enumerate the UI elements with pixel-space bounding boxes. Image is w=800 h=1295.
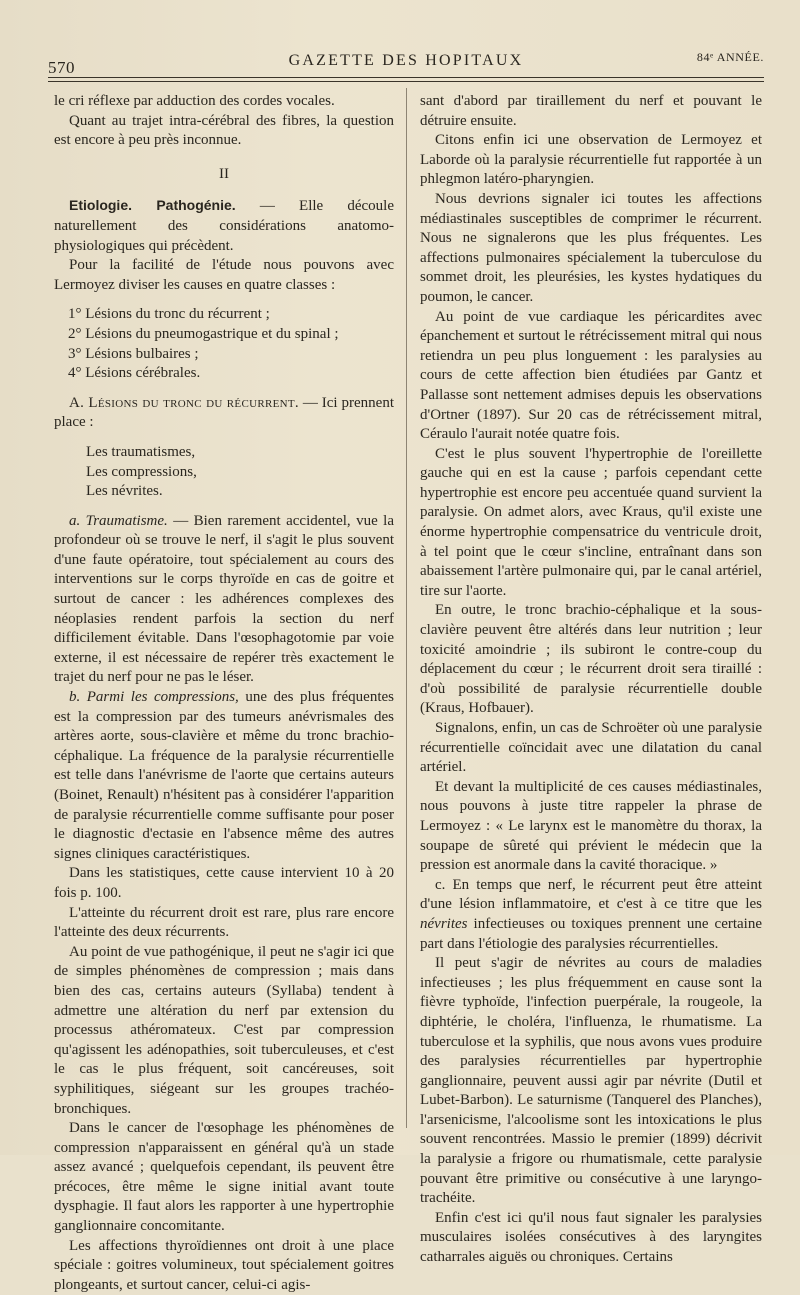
header-rule-top bbox=[48, 77, 764, 78]
subsection-heading: A. Lésions du tronc du récurrent. bbox=[69, 394, 299, 411]
paragraph: C'est le plus souvent l'hypertrophie de l'oreillette gauche qui en est la cause ; parfois cependant cette hypertrophie est encore peu accentuée quand survient la paralysie. On admet alors, avec Kraus, qu'il existe une énorme hypertrophie compensatrice du ventricule droit, à tel point que le cœur s'incline, entraînant dans son abaissement l'artère pulmonaire qui, par le canal artériel, tire sur l'aorte. bbox=[420, 445, 762, 599]
paragraph: Et devant la multiplicité de ces causes médiastinales, nous pouvons à juste titre rappeler la phrase de Lermoyez : « Le larynx est le manomètre du thorax, la soupape de sûreté qui prévient le médecin que la pression est anormale dans la cavité thoracique. » bbox=[420, 778, 762, 874]
paragraph: Citons enfin ici une observation de Lermoyez et Laborde où la paralysie récurrentielle fut rapportée à un phlegmon latéro-pharyngien. bbox=[420, 132, 762, 188]
volume-year: 84ᵉ ANNÉE. bbox=[696, 50, 764, 64]
paragraph: Au point de vue cardiaque les péricardites avec épanchement et surtout le rétrécissement mitral qui nous retiendra un peu plus longuement : les paralysies au cours de cette affection bien étudiées par Gantz et Pallasse sont nettement admises depuis les observations d'Ortner (1897). Sur 20 cas de rétrécissement mitral, Céraulo l'aurait notée quatre fois. bbox=[420, 308, 762, 443]
paragraph: Il peut s'agir de névrites au cours de maladies infectieuses ; les plus fréquemment en cause sont la fièvre typhoïde, l'infection puerpérale, la rougeole, la diphtérie, le choléra, l'influenza, le rhumatisme. La tuberculose et la syphilis, que nous avons vues produire des paralysies récurrentielles par hypertrophie ganglionnaire, peuvent aussi agir par névrite (Dutil et Lubet-Barbon). Le saturnisme (Tanquerel des Planches), l'arsenicisme, l'alcoolisme sont les intoxications le plus souvent rencontrées. Massio le premier (1899) décrivit la paralysie a frigore ou rhumatismale, cette paralysie pouvant être primitive ou consécutive à une laryngo-trachéite. bbox=[420, 955, 762, 1207]
journal-title: GAZETTE DES HOPITAUX bbox=[288, 52, 524, 69]
italic-label: b. Parmi les compressions, bbox=[69, 689, 239, 706]
italic-label: a. Traumatisme. bbox=[69, 512, 168, 529]
paragraph: En outre, le tronc brachio-céphalique et la sous-clavière peuvent être altérés dans leur nutrition ; leur toxicité amoindrie ; ils subiront le contre-coup du déplacement du cœur ; le récurrent droit sera tiraillé : d'où possibilité de paralysie récurrentielle double (Kraus, Hofbauer). bbox=[420, 602, 762, 717]
paragraph: Pour la facilité de l'étude nous pouvons avec Lermoyez diviser les causes en quatre classes : bbox=[54, 257, 394, 293]
causes-list bbox=[86, 443, 394, 502]
list-item: 2° Lésions du pneumogastrique et du spinal ; bbox=[68, 325, 339, 342]
classes-list bbox=[68, 305, 394, 383]
paragraph-text: — Elle découle naturellement des considérations anatomo-physiologiques qui précèdent. bbox=[54, 198, 395, 254]
paragraph-text: une des plus fréquentes est la compression par des tumeurs anévrismales des artères aorte, sous-clavière et même du tronc brachio-céphalique. La fréquence de la paralysie récurrentielle est telle dans l'anévrisme de l'aorte que certains auteurs (Boinet, Renault) n'hésitent pas à considérer l'apparition de paralysie récurrentielle comme suffisante pour poser le diagnostic d'ectasie en l'absence même des autres signes cliniques caractéristiques. bbox=[54, 689, 394, 862]
paragraph: Nous devrions signaler ici toutes les affections médiastinales susceptibles de comprimer le récurrent. Nous ne signalerons que les plus fréquentes. Les affections pulmonaires spécialement la tuberculose du sommet droit, les pleurésies, les kystes hydatiques du poumon, le cancer. bbox=[420, 190, 762, 305]
paragraph: Au point de vue pathogénique, il peut ne s'agir ici que de simples phénomènes de compression ; mais dans bien des cas, certains auteurs (Syllaba) tendent à admettre une altération du nerf par extension du processus athéromateux. C'est par compression qu'agissent les adénopathies, soit tuberculeuses, et c'est le cas le plus fréquent, soit cancéreuses, soit syphilitiques, siégeant sur les groupes trachéo-bronchiques. bbox=[54, 943, 394, 1117]
paragraph: Les affections thyroïdiennes ont droit à une place spéciale : goitres volumineux, tout spécialement goitres plongeants, et surtout cancer, celui-ci agis- bbox=[54, 1237, 394, 1293]
right-column bbox=[420, 92, 762, 1268]
header-rule-bottom bbox=[48, 81, 764, 82]
nevrites-paragraph bbox=[420, 876, 762, 954]
column-divider bbox=[406, 88, 407, 1128]
section-heading: Etiologie. Pathogénie. bbox=[69, 197, 236, 214]
section-a-paragraph bbox=[54, 394, 394, 433]
paragraph: le cri réflexe par adduction des cordes vocales. bbox=[54, 93, 335, 109]
etiology-paragraph bbox=[54, 196, 394, 256]
paragraph: Dans les statistiques, cette cause intervient 10 à 20 fois p. 100. bbox=[54, 865, 394, 901]
paragraph: Signalons, enfin, un cas de Schroëter où une paralysie récurrentielle coïncidait avec une dilatation du canal artériel. bbox=[420, 720, 762, 776]
list-item: 3° Lésions bulbaires ; bbox=[68, 345, 199, 362]
left-column bbox=[54, 92, 394, 1295]
paragraph-text: — Bien rarement accidentel, vue la profondeur où se trouve le nerf, il s'agit le plus souvent d'une faute opératoire, tout spécialement au cours des interventions sur le corps thyroïde en cas de goitre et surtout de cancer : les adhérences complexes des néoplasies rendent parfois la section du nerf difficilement évitable. Dans l'œsophagotomie par voie externe, il est nécessaire de repérer très exactement le trajet du nerf pour ne pas le léser. bbox=[54, 512, 394, 686]
paragraph: Enfin c'est ici qu'il nous faut signaler les paralysies musculaires isolées consécutives à des laryngites catharrales aiguës ou chroniques. Certains bbox=[420, 1209, 762, 1266]
list-item: Les compressions, bbox=[86, 463, 197, 480]
paragraph: L'atteinte du récurrent droit est rare, plus rare encore l'atteinte des deux récurrents. bbox=[54, 904, 394, 941]
paragraph: Dans le cancer de l'œsophage les phénomènes de compression n'apparaissent en général qu'à un stade assez avancé ; quelquefois cependant, ils peuvent être précoces, être même le signe initial avant toute dysphagie. Il faut alors les rapporter à une hypertrophie ganglionnaire concomitante. bbox=[54, 1120, 394, 1235]
trauma-paragraph bbox=[54, 512, 394, 688]
paragraph-text: — Ici prennent place : bbox=[54, 394, 394, 431]
page-number: 570 bbox=[48, 58, 75, 77]
paragraph: Quant au trajet intra-cérébral des fibres, la question est encore à peu près inconnue. bbox=[54, 112, 394, 149]
section-number: II bbox=[219, 165, 229, 182]
list-item: Les névrites. bbox=[86, 483, 163, 500]
running-header bbox=[48, 48, 764, 77]
italic-term: névrites bbox=[420, 915, 468, 932]
list-item: 4° Lésions cérébrales. bbox=[68, 365, 201, 382]
list-item: 1° Lésions du tronc du récurrent ; bbox=[68, 306, 270, 323]
paragraph-text: c. En temps que nerf, le récurrent peut être atteint d'une lésion inflammatoire, et c'est à ce titre que les bbox=[420, 876, 762, 913]
paragraph-text: infectieuses ou toxiques prennent une certaine part dans l'étiologie des paralysies récurrentielles. bbox=[420, 915, 762, 952]
compression-paragraph bbox=[54, 688, 394, 864]
list-item: Les traumatismes, bbox=[86, 443, 196, 460]
paragraph: sant d'abord par tiraillement du nerf et pouvant le détruire ensuite. bbox=[420, 93, 762, 129]
